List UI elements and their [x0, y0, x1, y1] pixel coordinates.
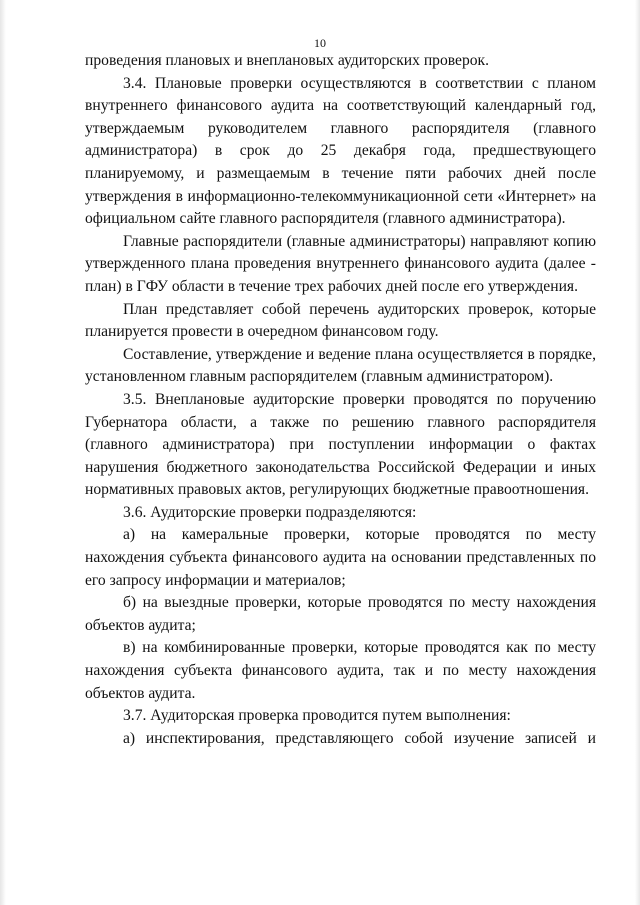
- paragraph: 3.5. Внеплановые аудиторские проверки проводятся по поручению Губернатора области, а также по решению главного распорядителя (главного администратора) при поступлении информации о фактах нарушения бюджетного законодательства Российской Федерации и иных нормативных правовых актов, регулирующих бюджетные правоотношения.: [85, 390, 596, 499]
- document-body: [85, 50, 596, 750]
- paragraph: 3.4. Плановые проверки осуществляются в соответствии с планом внутреннего финансового аудита на соответствующий календарный год, утверждаемым руководителем главного распорядителя (главного администратора) в срок до 25 декабря года, предшествующего планируемому, и размещаемым в течение пяти рабочих дней после утверждения в информационно-телекоммуникационной сети «Интернет» на официальном сайте главного распорядителя (главного администратора).: [85, 74, 596, 228]
- page-number: 10: [314, 36, 326, 50]
- scan-edge-right: [635, 0, 640, 905]
- paragraph: Составление, утверждение и ведение плана осуществляется в порядке, установленном главным распорядителем (главным администратором).: [85, 345, 596, 386]
- paragraph: а) инспектирования, представляющего собой изучение записей и: [123, 729, 596, 747]
- paragraph: а) на камеральные проверки, которые проводятся по месту нахождения субъекта финансового аудита на основании представленных по его запросу информации и материалов;: [85, 526, 596, 589]
- paragraph: 3.6. Аудиторские проверки подразделяются:: [123, 503, 417, 521]
- paragraph: 3.7. Аудиторская проверка проводится путем выполнения:: [123, 707, 511, 725]
- paragraph: План представляет собой перечень аудиторских проверок, которые планируется провести в очередном финансовом году.: [85, 300, 596, 341]
- scan-edge-left: [0, 0, 6, 905]
- paragraph: проведения плановых и внеплановых аудиторских проверок.: [85, 52, 490, 69]
- paragraph: б) на выездные проверки, которые проводятся по месту нахождения объектов аудита;: [85, 594, 596, 634]
- paragraph: Главные распорядители (главные администраторы) направляют копию утвержденного плана проведения внутреннего финансового аудита (далее - план) в ГФУ области в течение трех рабочих дней после его утверждения.: [85, 232, 596, 295]
- paragraph: в) на комбинированные проверки, которые проводятся как по месту нахождения субъекта финансового аудита, так и по месту нахождения объектов аудита.: [85, 639, 596, 702]
